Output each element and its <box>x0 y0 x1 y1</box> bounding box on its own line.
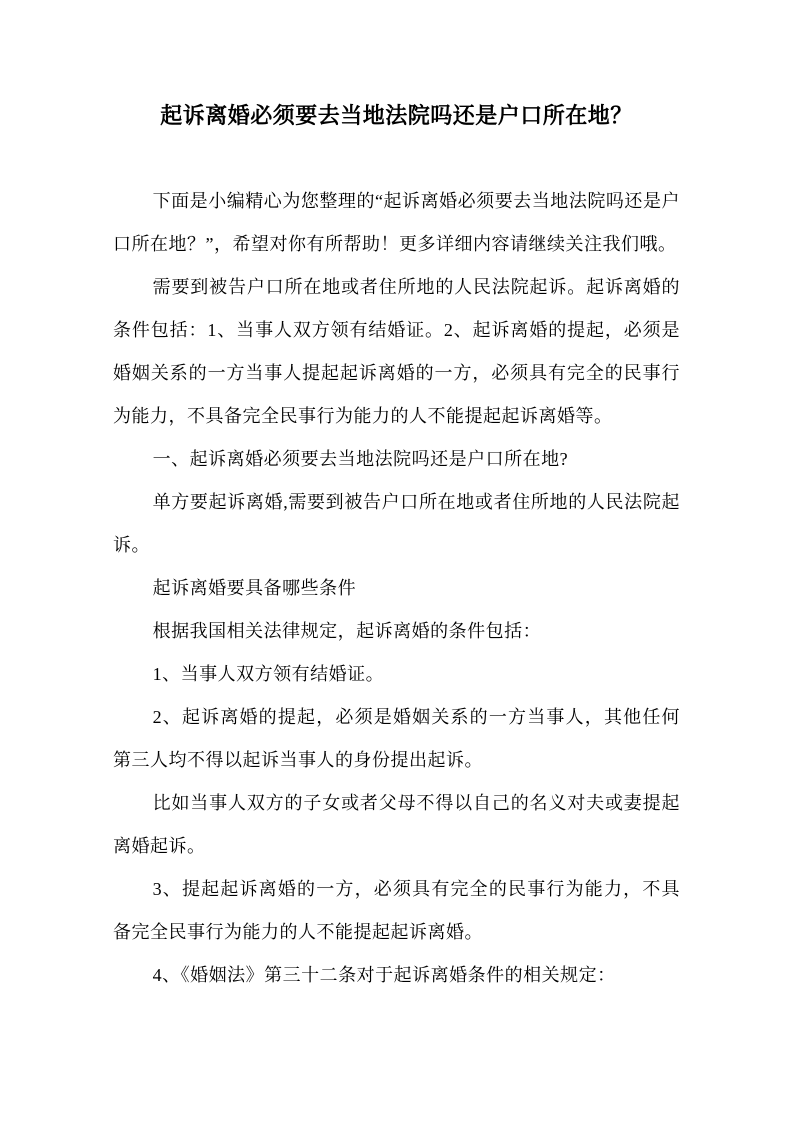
paragraph-answer-summary: 需要到被告户口所在地或者住所地的人民法院起诉。起诉离婚的条件包括：1、当事人双方领有结婚证。2、起诉离婚的提起，必须是婚姻关系的一方当事人提起起诉离婚的一方，必须具有完全的民事行为能力，不具备完全民事行为能力的人不能提起起诉离婚等。 <box>113 277 680 426</box>
condition-item-4: 4、《婚姻法》第三十二条对于起诉离婚条件的相关规定： <box>152 965 616 985</box>
conditions-intro: 根据我国相关法律规定，起诉离婚的条件包括： <box>152 621 542 641</box>
condition-item-2-example: 比如当事人双方的子女或者父母不得以自己的名义对夫或妻提起离婚起诉。 <box>113 793 680 856</box>
section-1-heading: 一、起诉离婚必须要去当地法院吗还是户口所在地? <box>152 449 569 469</box>
condition-item-3: 3、提起起诉离婚的一方，必须具有完全的民事行为能力，不具备完全民事行为能力的人不能提起起诉离婚。 <box>113 879 680 942</box>
document-title: 起诉离婚必须要去当地法院吗还是户口所在地？ <box>160 103 633 128</box>
conditions-heading: 起诉离婚要具备哪些条件 <box>152 578 357 598</box>
section-1-answer: 单方要起诉离婚,需要到被告户口所在地或者住所地的人民法院起诉。 <box>113 492 680 555</box>
condition-item-2: 2、起诉离婚的提起，必须是婚姻关系的一方当事人，其他任何第三人均不得以起诉当事人的身份提出起诉。 <box>113 707 680 770</box>
condition-item-1: 1、当事人双方领有结婚证。 <box>152 664 385 684</box>
paragraph-intro: 下面是小编精心为您整理的“起诉离婚必须要去当地法院吗还是户口所在地？”，希望对你有所帮助！更多详细内容请继续关注我们哦。 <box>113 191 680 254</box>
